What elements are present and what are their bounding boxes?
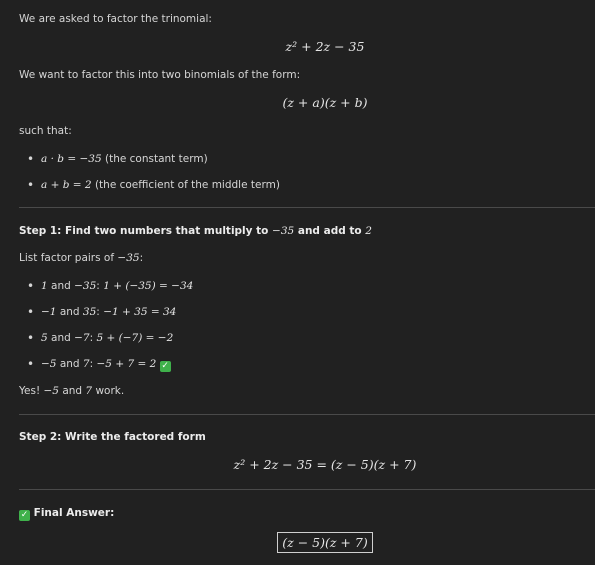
list-item: • 5 and −7: 5 + (−7) = −2 [27,331,193,357]
factored-form-expression: z² + 2z − 35 = (z − 5)(z + 7) [233,457,417,472]
condition-text: (the constant term) [101,153,208,165]
form-text: We want to factor this into two binomials of the form: [19,69,301,81]
list-item: • 1 and −35: 1 + (−35) = −34 [27,279,193,305]
list-item: • −1 and 35: −1 + 35 = 34 [27,305,193,331]
check-icon: ✓ [161,361,169,371]
intro-text: We are asked to factor the trinomial: [19,13,212,25]
check-icon: ✓ [20,510,29,520]
factor-pairs-intro: List factor pairs of −35: [19,252,144,264]
trinomial-expression: z² + 2z − 35 [285,39,365,54]
such-that-text: such that: [19,125,72,137]
factor-pairs-list [27,279,193,383]
result-text: Yes! −5 and 7 work. [19,385,125,397]
divider [19,414,595,415]
final-answer-title: ✓ Final Answer: [20,507,115,520]
divider [19,489,595,490]
step1-title: Step 1: Find two numbers that multiply to −35 and add to 2 [19,225,372,237]
conditions-list [27,152,280,204]
final-answer-expression: (z − 5)(z + 7) [277,532,372,553]
list-item [27,178,280,204]
condition-text: (the coefficient of the middle term) [91,179,280,191]
list-item: • −5 and 7: −5 + 7 = 2 ✓ [27,357,193,383]
list-item [27,152,280,178]
condition-math: a · b = −35 [41,153,102,165]
binomial-form-expression: (z + a)(z + b) [282,95,368,110]
step2-title: Step 2: Write the factored form [19,431,206,443]
divider [19,207,595,208]
condition-math: a + b = 2 [41,179,92,191]
final-answer-box [0,532,595,553]
